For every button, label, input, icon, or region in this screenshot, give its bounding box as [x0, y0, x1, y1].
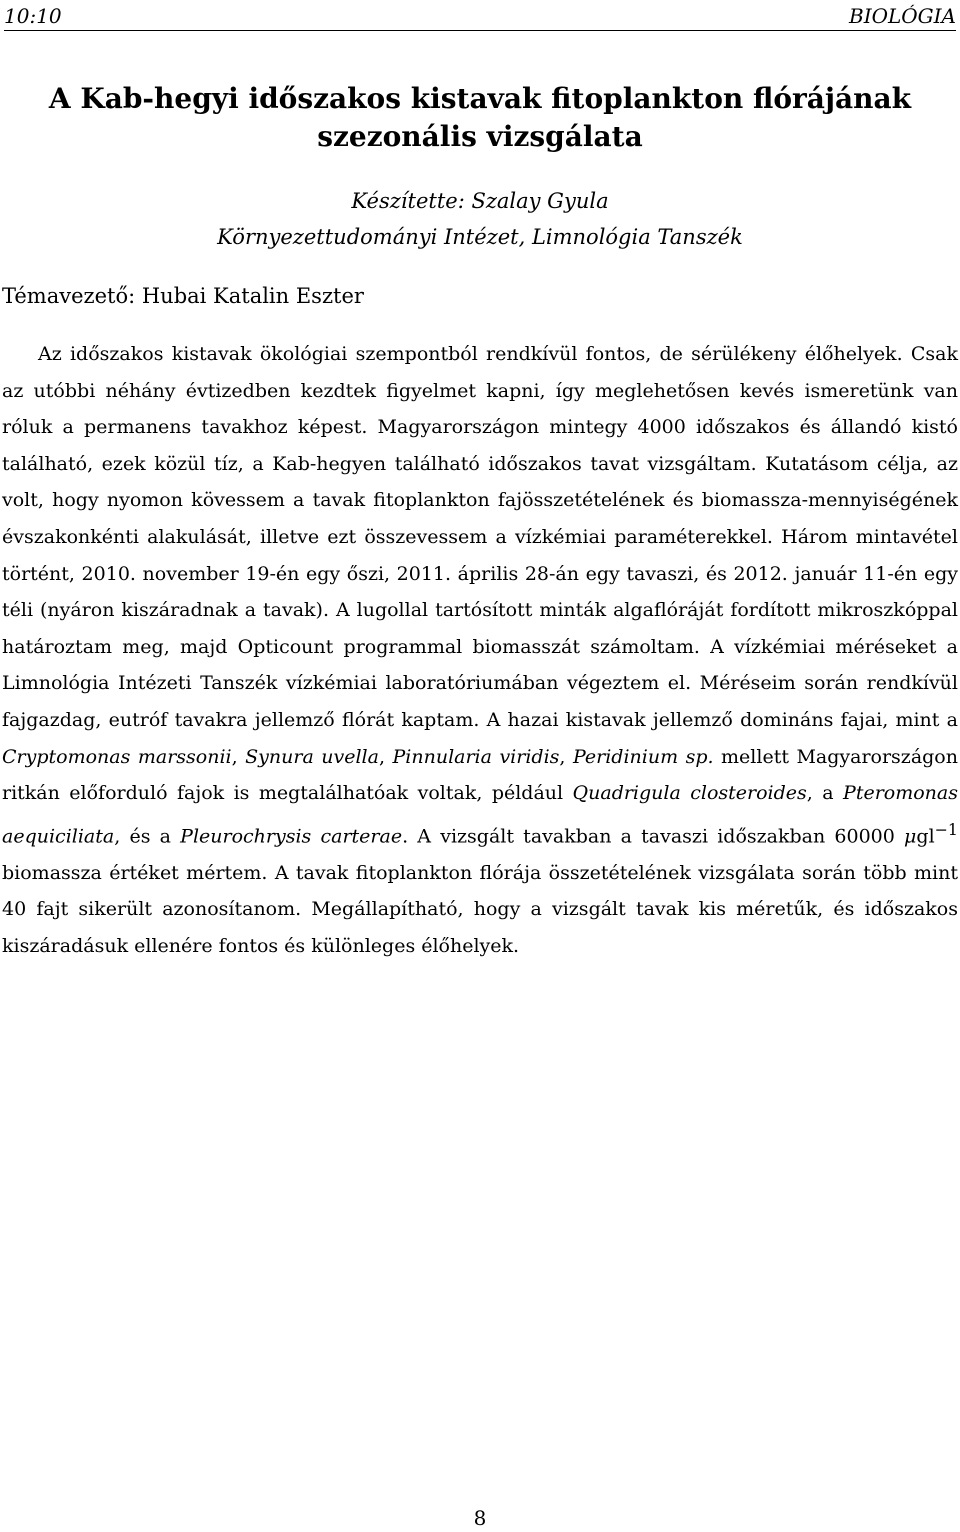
species-name: Synura uvella — [245, 745, 379, 768]
title-line-1: A Kab-hegyi időszakos kistavak fitoplankton flórájának — [48, 82, 912, 115]
abstract-text: Az időszakos kistavak ökológiai szempontból rendkívül fontos, de sérülékeny élőhelyek. Csak az utóbbi néhány évtizedben kezdtek figyelmet kapni, így meglehetősen kevés ismeretünk van róluk a permanens tavakhoz képest. Magyarországon mintegy 4000 időszakos és állandó kistó található, ezek közül tíz, a Kab-hegyen található időszakos tavat vizsgáltam. Kutatásom célja, az volt, hogy nyomon kövessem a tavak fitoplankton fajösszetételének és biomassza-mennyiségének évszakonkénti alakulását, illetve ezt összevessem a vízkémiai paraméterekkel. Három mintavétel történt, 2010. november 19-én egy őszi, 2011. április 28-án egy tavaszi, és 2012. január 11-én egy téli (nyáron kiszáradnak a tavak). A lugollal tartósított minták algaflóráját fordított mikroszkóppal határoztam meg, majd Opticount programmal biomasszát számoltam. A vízkémiai méréseket a Limnológia Intézeti Tanszék vízkémiai laboratóriumában végeztem el. Méréseim során rendkívül fajgazdag, eutróf tavakra jellemző flórát kaptam. A hazai kistavak jellemző domináns fajai, mint a — [2, 343, 958, 731]
species-name: Pteromonas aequiciliata — [2, 782, 958, 848]
supervisor-line: Témavezető: Hubai Katalin Eszter — [2, 284, 364, 308]
title-line-2: szezonális vizsgálata — [317, 120, 643, 153]
species-name: Quadrigula closteroides — [572, 782, 807, 805]
paper-title — [0, 80, 960, 156]
author-block — [0, 183, 960, 255]
unit-gl: gl — [916, 825, 935, 848]
species-name: Peridinium sp. — [572, 745, 714, 768]
species-name: Pleurochrysis carterae — [180, 825, 403, 848]
abstract-text: , — [231, 745, 246, 768]
species-name: Pinnularia viridis — [392, 745, 560, 768]
unit-exponent: −1 — [934, 819, 958, 839]
species-name: Cryptomonas marssonii — [2, 745, 232, 768]
author-affiliation: Környezettudományi Intézet, Limnológia Tanszék — [217, 225, 743, 249]
abstract-text: , — [378, 745, 393, 768]
abstract-text: . A vizsgált tavakban a tavaszi időszakban 60000 — [402, 825, 905, 848]
page-number: 8 — [473, 1506, 487, 1530]
abstract-text: , a — [806, 782, 844, 805]
abstract-text: biomassza értéket mértem. A tavak fitoplankton flórája összetételének vizsgálata során több mint 40 fajt sikerült azonosítanom. Megállapítható, hogy a vizsgált tavak kis méretűk, és időszakos kiszáradásuk ellenére fontos és különleges élőhelyek. — [2, 861, 958, 957]
header-section: BIOLÓGIA — [849, 4, 956, 28]
unit-mu: μ — [904, 825, 917, 848]
abstract-text: , — [559, 745, 573, 768]
running-header — [4, 4, 956, 31]
abstract-text: , és a — [114, 825, 181, 848]
header-page-ref: 10:10 — [4, 4, 62, 28]
abstract-paragraph — [2, 336, 958, 964]
abstract-text: mellett Magyarországon ritkán előforduló fajok is megtalálhatóak voltak, például — [2, 745, 958, 805]
author-name: Készítette: Szalay Gyula — [351, 189, 609, 213]
